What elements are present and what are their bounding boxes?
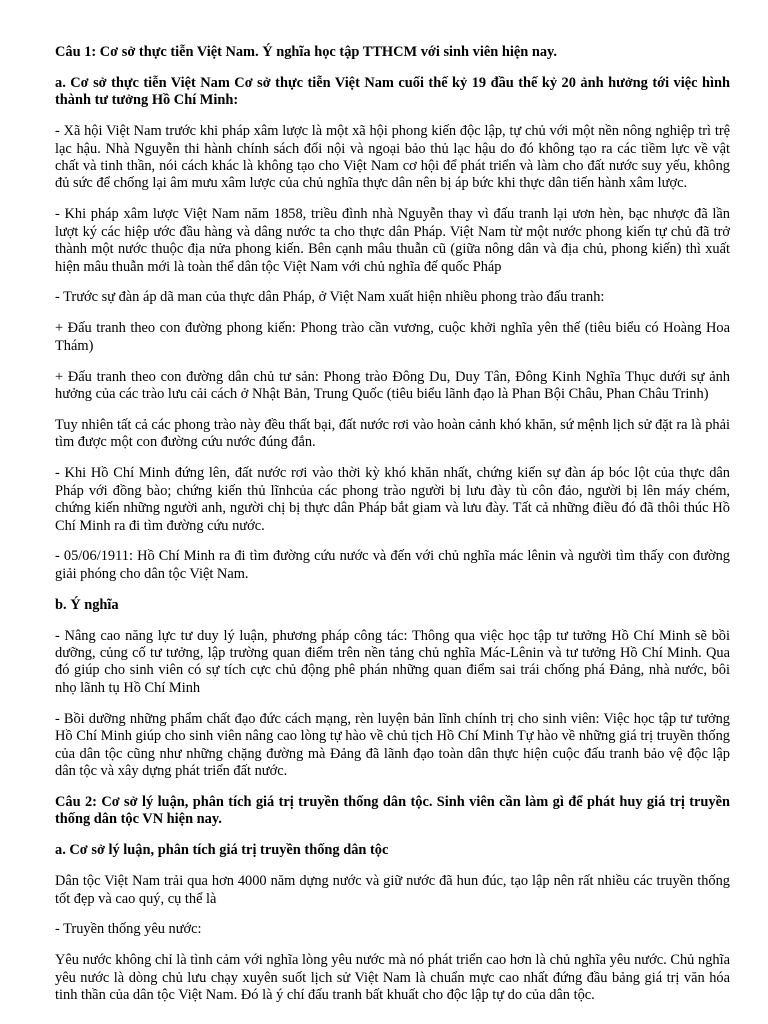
- paragraph: - Trước sự đàn áp dã man của thực dân Pháp, ở Việt Nam xuất hiện nhiều phong trào đấu tranh:: [55, 289, 605, 306]
- paragraph: Yêu nước không chỉ là tình cảm với nghĩa lòng yêu nước mà nó phát triển cao hơn là chủ nghĩa yêu nước. Chủ nghĩa yêu nước là dòng chủ lưu chạy xuyên suốt lịch sử Việt Nam là chuẩn mực cao nhất đứng đầu bảng giá trị văn hóa tinh thần của dân tộc Việt Nam. Đó là ý chí đấu tranh bất khuất cho độc lập tự do của dân tộc.: [55, 952, 730, 1004]
- paragraph: + Đấu tranh theo con đường phong kiến: Phong trào cần vương, cuộc khởi nghĩa yên thế (tiêu biểu có Hoàng Hoa Thám): [55, 320, 730, 354]
- question-1-title: Câu 1: Cơ sở thực tiễn Việt Nam. Ý nghĩa học tập TTHCM với sinh viên hiện nay.: [55, 44, 558, 60]
- question-2-title: Câu 2: Cơ sở lý luận, phân tích giá trị truyền thống dân tộc. Sinh viên cần làm gì để phát huy giá trị truyền thống dân tộc VN hiện nay.: [55, 793, 730, 828]
- paragraph: - Nâng cao năng lực tư duy lý luận, phương pháp công tác: Thông qua việc học tập tư tưởng Hồ Chí Minh sẽ bồi dưỡng, củng cố tư tưởng, lập trường quan điểm trên nền tảng chủ nghĩa Mác-Lênin và tư tưởng Hồ Chí Minh. Qua đó giúp cho sinh viên có sự tích cực chủ động phê phán những quan điểm sai trái chống phá Đảng, nhà nước, bôi nhọ lãnh tụ Hồ Chí Minh: [55, 627, 730, 696]
- section-1b-heading: b. Ý nghĩa: [55, 596, 119, 613]
- paragraph: - Xã hội Việt Nam trước khi pháp xâm lược là một xã hội phong kiến độc lập, tự chủ với một nền nông nghiệp trì trệ lạc hậu. Nhà Nguyễn thi hành chính sách đối nội và ngoại bảo thủ lạc hậu do đó không tạo ra các tiềm lực về vật chất và tinh thần, nói cách khác là không tạo cho Việt Nam cơ hội để phát triển và làm cho đất nước suy yếu, không đủ sức để chống lại âm mưu xâm lược của chủ nghĩa thực dân nên bị áp bức khi thực dân tiến hành xâm lược.: [55, 123, 730, 192]
- paragraph: - Khi pháp xâm lược Việt Nam năm 1858, triều đình nhà Nguyễn thay vì đấu tranh lại ươn hèn, bạc nhược đã lần lượt ký các hiệp ước đầu hàng và dâng nước ta cho thực dân Pháp. Việt Nam từ một nước phong kiến tự chủ đã trở thành một nước thuộc địa nửa phong kiến. Bên cạnh mâu thuẫn cũ (giữa nông dân và địa chủ, phong kiến) thì xuất hiện mâu thuẫn mới là toàn thể dân tộc Việt Nam với chủ nghĩa đế quốc Pháp: [55, 206, 730, 275]
- section-1a-heading: a. Cơ sở thực tiễn Việt Nam Cơ sở thực tiễn Việt Nam cuối thế kỷ 19 đầu thế kỷ 20 ảnh hưởng tới việc hình thành tư tưởng Hồ Chí Minh:: [55, 74, 730, 109]
- paragraph: Tuy nhiên tất cả các phong trào này đều thất bại, đất nước rơi vào hoàn cảnh khó khăn, sứ mệnh lịch sử đặt ra là phải tìm được một con đường cứu nước đúng đắn.: [55, 417, 730, 451]
- section-2a-heading: a. Cơ sở lý luận, phân tích giá trị truyền thống dân tộc: [55, 842, 389, 859]
- paragraph: - 05/06/1911: Hồ Chí Minh ra đi tìm đường cứu nước và đến với chủ nghĩa mác lênin và người tìm thấy con đường giải phóng cho dân tộc Việt Nam.: [55, 548, 730, 582]
- paragraph: - Truyền thống yêu nước:: [55, 921, 202, 938]
- paragraph: Dân tộc Việt Nam trải qua hơn 4000 năm dựng nước và giữ nước đã hun đúc, tạo lập nên rất nhiều các truyền thống tốt đẹp và cao quý, cụ thể là: [55, 873, 730, 907]
- paragraph: - Bồi dưỡng những phẩm chất đạo đức cách mạng, rèn luyện bản lĩnh chính trị cho sinh viên: Việc học tập tư tưởng Hồ Chí Minh giúp cho sinh viên nâng cao lòng tự hào về chủ tịch Hồ Chí Minh Tự hào về những giá trị truyền thống của dân tộc cũng như những chặng đường mà Đảng đã lãnh đạo toàn dân thực hiện cuộc đấu tranh bảo vệ độc lập dân tộc và xây dựng phát triển đất nước.: [55, 710, 730, 779]
- paragraph: + Đấu tranh theo con đường dân chủ tư sản: Phong trào Đông Du, Duy Tân, Đông Kinh Nghĩa Thục dưới sự ảnh hưởng của các trào lưu cải cách ở Nhật Bản, Trung Quốc (tiêu biểu lãnh đạo là Phan Bội Châu, Phan Châu Trinh): [55, 368, 730, 403]
- paragraph: - Khi Hồ Chí Minh đứng lên, đất nước rơi vào thời kỳ khó khăn nhất, chứng kiến sự đàn áp bóc lột của thực dân Pháp với đồng bào; chứng kiến thủ lĩnhcủa các phong trào người bị lưu đày tù côn đảo, người bị lên máy chém, chứng kiến những người anh, người chị bị thực dân Pháp bắt giam và lưu đày. Tất cả những điều đó đã thôi thúc Hồ Chí Minh ra đi tìm đường cứu nước.: [55, 465, 730, 534]
